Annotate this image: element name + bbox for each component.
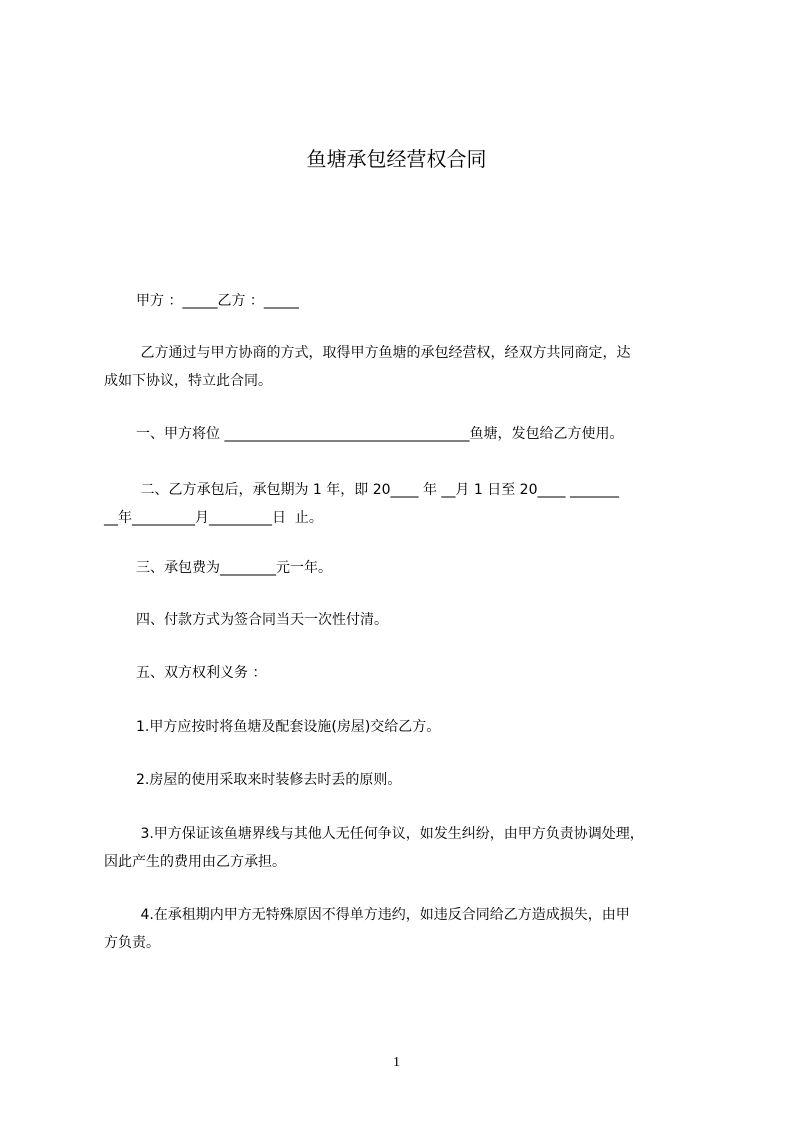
preamble-line-1: 乙方通过与甲方协商的方式，取得甲方鱼塘的承包经营权，经双方共同商定，达	[136, 345, 631, 361]
clause-1: 一、甲方将位 ___________________________________鱼塘，发包给乙方使用。	[136, 426, 624, 442]
clause-4: 四、付款方式为签合同当天一次性付清。	[136, 612, 388, 628]
document-title: 鱼塘承包经营权合同	[306, 147, 487, 171]
clause-5-item-4-line-1: 4.在承租期内甲方无特殊原因不得单方违约，如违反合同给乙方造成损失，由甲	[136, 907, 630, 923]
page-number: 1	[393, 1055, 400, 1070]
clause-5-item-2: 2.房屋的使用采取来时装修去时丢的原则。	[136, 772, 402, 788]
clause-2-line-1: 二、乙方承包后，承包期为 1 年，即 20____ 年 __月 1 日至 20____ _______	[136, 482, 619, 498]
clause-5-item-1: 1.甲方应按时将鱼塘及配套设施(房屋)交给乙方。	[136, 719, 441, 735]
clause-5-heading: 五、双方权利义务 ：	[136, 665, 267, 681]
parties-line: 甲方 ：_____乙方 ：_____	[136, 293, 299, 309]
clause-5-item-4-line-2: 方负责。	[104, 935, 160, 951]
clause-5-item-3-line-2: 因此产生的费用由乙方承担。	[104, 854, 286, 870]
clause-3: 三、承包费为________元一年。	[136, 560, 332, 576]
clause-5-item-3-line-1: 3.甲方保证该鱼塘界线与其他人无任何争议，如发生纠纷，由甲方负责协调处理，	[136, 826, 644, 842]
preamble-line-2: 成如下协议，特立此合同。	[104, 373, 272, 389]
clause-2-line-2: __年_________月_________日 止。	[104, 510, 323, 526]
